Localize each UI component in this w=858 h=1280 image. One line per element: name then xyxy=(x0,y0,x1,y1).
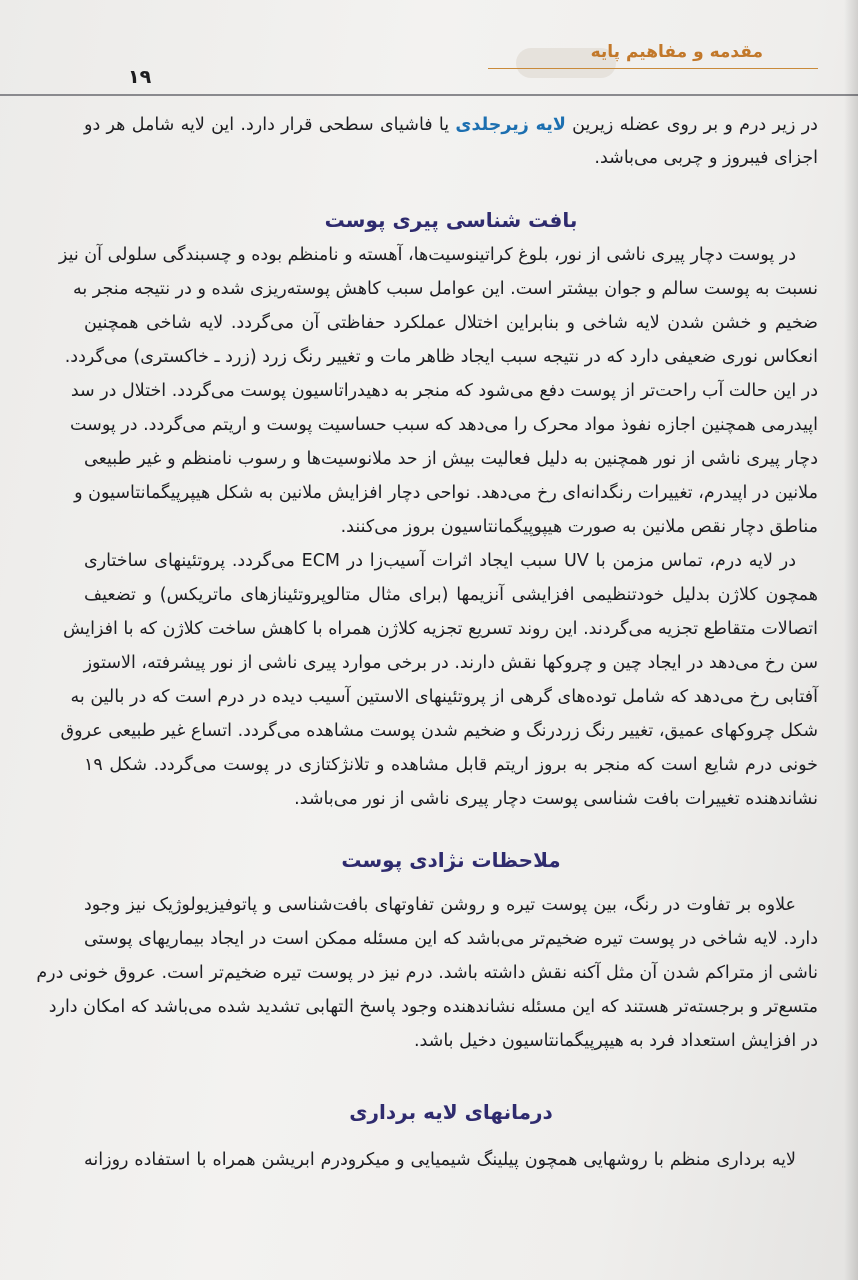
paragraph-line: در لایه درم، تماس مزمن با UV سبب ایجاد اثرات آسیب‌زا در ECM می‌گردد. پروتئینهای ساختاری xyxy=(84,551,796,571)
paragraph-line: خونی درم شایع است که منجر به بروز اریتم قابل مشاهده و تلانژکتازی در پوست می‌گردد. شکل ۱۹ xyxy=(84,755,818,775)
paragraph-line: لایه برداری منظم با روشهایی همچون پیلینگ شیمیایی و میکرودرم ابریشن همراه با استفاده روزانه xyxy=(84,1150,796,1170)
paragraph-line: ملانین در اپیدرم، تغییرات رنگدانه‌ای رخ می‌دهد. نواحی دچار افزایش ملانین به شکل هیپرپیگمانتاسیون و xyxy=(74,483,818,503)
highlighted-term: لایه زیرجلدی xyxy=(455,115,566,135)
section-heading-histology: بافت شناسی پیری پوست xyxy=(324,208,578,232)
paragraph-line: شکل چروکهای عمیق، تغییر رنگ زردرنگ و ضخیم شدن پوست مشاهده می‌گردد. اتساع غیر طبیعی عروق xyxy=(60,721,818,741)
paragraph-line: ضخیم و خشن شدن لایه شاخی و بنابراین اختلال عملکرد حفاظتی آن می‌گردد. لایه شاخی همچنین xyxy=(84,313,818,333)
paragraph-line: همچون کلاژن بدلیل خودتنظیمی افزایشی آنزیمها (برای مثال متالوپروتئینازهای ماتریکس) و تضعیف xyxy=(84,585,818,605)
page-edge-shadow xyxy=(844,0,858,1280)
paragraph-line: اتصالات متقاطع تجزیه می‌گردند. این روند تسریع تجزیه کلاژن همراه با کاهش ساخت کلاژن که با افزایش xyxy=(62,619,818,639)
paragraph-line: آفتابی رخ می‌دهد که شامل توده‌های گرهی از پروتئینهای الاستین آسیب دیده در درم است که در بالین به xyxy=(70,687,818,707)
paragraph-line: متسع‌تر و برجسته‌تر هستند که این مسئله نشاندهنده وجود پاسخ التهابی تشدید شده می‌باشد که امکان دارد xyxy=(48,997,818,1017)
paragraph-line: نشاندهنده تغییرات بافت شناسی پوست دچار پیری ناشی از نور می‌باشد. xyxy=(294,789,818,809)
intro-text-after: یا فاشیای سطحی قرار دارد. این لایه شامل هر دو xyxy=(84,115,450,135)
section-heading-exfoliation: درمانهای لایه برداری xyxy=(349,1100,553,1124)
paragraph-line: علاوه بر تفاوت در رنگ، بین پوست تیره و روشن تفاوتهای بافت‌شناسی و پاتوفیزیولوژیک نیز وجود xyxy=(84,895,796,915)
intro-text-before: در زیر درم و بر روی عضله زیرین xyxy=(572,115,818,135)
paragraph-line: اپیدرمی همچنین اجازه نفوذ مواد محرک را می‌دهد که سبب حساسیت پوست و اریتم می‌گردد. در پوست xyxy=(69,415,818,435)
paragraph-line: نسبت به پوست سالم و جوان بیشتر است. این عوامل سبب کاهش پوسته‌ریزی شده و در نتیجه منجر به xyxy=(72,279,818,299)
paragraph-line: در پوست دچار پیری ناشی از نور، بلوغ کراتینوسیت‌ها، آهسته و نامنظم بوده و چسبندگی سلولی آن نیز xyxy=(58,245,796,265)
header-divider xyxy=(0,94,858,96)
paragraph-line: سن رخ می‌دهد در ایجاد چین و چروکها نقش دارند. در برخی موارد پیری ناشی از نور پیشرفته، الاستوز xyxy=(83,653,818,673)
paragraph-line: دچار پیری ناشی از نور همچنین به دلیل فعالیت بیش از حد ملانوسیت‌ها و رسوب نامنظم و غیر طبیعی xyxy=(84,449,818,469)
intro-line-2: اجزای فیبروز و چربی می‌باشد. xyxy=(594,148,818,168)
paragraph-line: مناطق دچار نقص ملانین به صورت هیپوپیگمانتاسیون بروز می‌کنند. xyxy=(340,517,818,537)
paragraph-line: ناشی از متراکم شدن آن مثل آکنه نقش داشته باشد. درم نیز در پوست تیره ضخیم‌تر است. عروق خونی درم xyxy=(36,963,818,983)
header-accent-line xyxy=(488,68,818,83)
section-heading-racial: ملاحظات نژادی پوست xyxy=(341,848,561,872)
paragraph-line: انعکاس نوری ضعیفی دارد که در نتیجه سبب ایجاد ظاهر مات و تغییر رنگ زرد (زرد ـ خاکستری) می‌گردد. xyxy=(64,347,818,367)
intro-line-1 xyxy=(84,115,818,135)
paragraph-line: در افزایش استعداد فرد به هیپرپیگمانتاسیون دخیل باشد. xyxy=(413,1031,818,1051)
chapter-title: مقدمه و مفاهیم پایه xyxy=(590,42,763,62)
paragraph-line: در این حالت آب راحت‌تر از پوست دفع می‌شود که منجر به دهیدراتاسیون پوست می‌گردد. اختلال در سد xyxy=(70,381,818,401)
paragraph-line: دارد. لایه شاخی در پوست تیره ضخیم‌تر می‌باشد که این مسئله ممکن است در ایجاد بیماریهای پوستی xyxy=(84,929,818,949)
page-number: ۱۹ xyxy=(128,66,152,88)
